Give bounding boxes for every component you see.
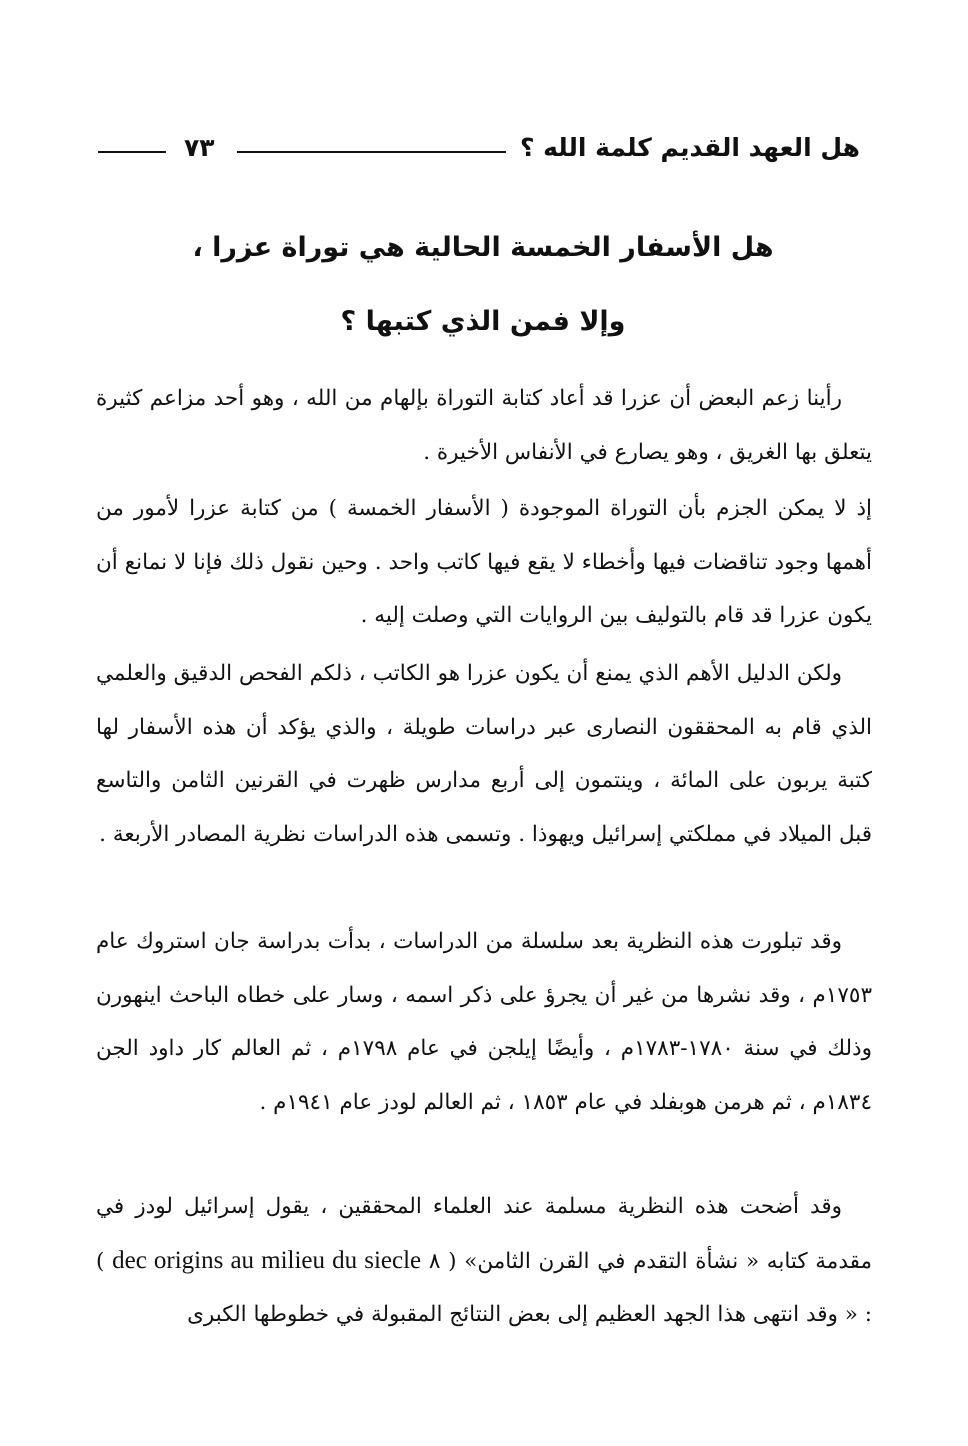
french-book-title: dec origins au milieu du siecle xyxy=(112,1246,422,1274)
body-paragraph xyxy=(96,1180,872,1342)
paragraph-text: ) : « وقد انتهى هذا الجهد العظيم إلى بعض النتائج المقبولة في خطوطها الكبرى xyxy=(96,1248,872,1327)
running-header xyxy=(98,122,860,172)
paragraph-text: ولكن الدليل الأهم الذي يمنع أن يكون عزرا هو الكاتب ، ذلكم الفحص الدقيق والعلمي الذي قام به المحققون النصارى عبر دراسات طويلة ، والذي يؤكد أن هذه الأسفار لها كتبة يربون على المائة ، وينتمون إلى أربع مدارس ظهرت في القرنين الثامن والتاسع قبل الميلاد في مملكتي إسرائيل ويهوذا . وتسمى هذه الدراسات نظرية المصادر الأربعة . xyxy=(96,661,872,847)
section-heading-line-1: هل الأسفار الخمسة الحالية هي توراة عزرا ، xyxy=(192,232,774,263)
paragraph-text: وقد تبلورت هذه النظرية بعد سلسلة من الدراسات ، بدأت بدراسة جان استروك عام ١٧٥٣م ، وقد نشرها من غير أن يجرؤ على ذكر اسمه ، وسار على خطاه الباحث اينهورن وذلك في سنة ١٧٨٠-١٧٨٣م ، وأيضًا إيلجن في عام ١٧٩٨م ، ثم العالم كار داود الجن ١٨٣٤م ، ثم هرمن هوبفلد في عام ١٨٥٣ ، ثم العالم لودز عام ١٩٤١م . xyxy=(96,929,872,1115)
body-paragraph xyxy=(96,372,872,479)
paragraph-text: وقد أضحت هذه النظرية مسلمة عند العلماء المحققين ، يقول إسرائيل لودز في مقدمة كتابه « نشأة التقدم في القرن الثامن» ( ٨ xyxy=(96,1194,872,1274)
section-heading-line-2: وإلا فمن الذي كتبها ؟ xyxy=(340,306,626,337)
body-paragraph xyxy=(96,482,872,643)
header-rule-short xyxy=(98,151,166,153)
body-paragraph xyxy=(96,647,872,861)
page-number: ٧٣ xyxy=(184,132,215,162)
paragraph-text: رأينا زعم البعض أن عزرا قد أعاد كتابة التوراة بإلهام من الله ، وهو أحد مزاعم كثيرة يتعلق بها الغريق ، وهو يصارع في الأنفاس الأخيرة . xyxy=(96,386,872,465)
header-rule-long xyxy=(237,151,506,153)
paragraph-text: إذ لا يمكن الجزم بأن التوراة الموجودة ( الأسفار الخمسة ) من كتابة عزرا لأمور من أهمها وجود تناقضات فيها وأخطاء لا يقع فيها كاتب واحد . وحين نقول ذلك فإنا لا نمانع أن يكون عزرا قد قام بالتوليف بين الروايات التي وصلت إليه . xyxy=(96,496,872,628)
body-paragraph xyxy=(96,915,872,1129)
running-header-title: هل العهد القديم كلمة الله ؟ xyxy=(519,132,860,162)
